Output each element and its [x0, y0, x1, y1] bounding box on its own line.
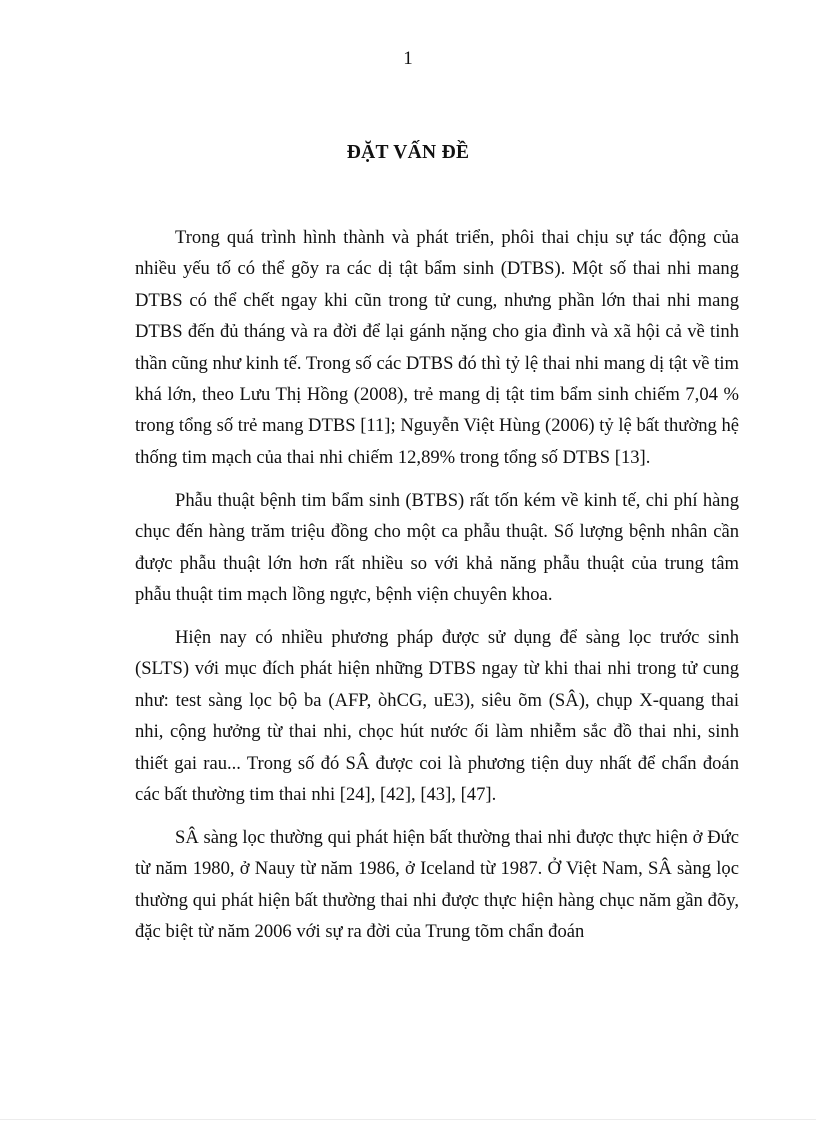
paragraph-4: SÂ sàng lọc thường qui phát hiện bất thường thai nhi được thực hiện ở Đức từ năm 1980, ở Nauy từ năm 1986, ở Iceland từ 1987. Ở Việt Nam, SÂ sàng lọc thường qui phát hiện bất thường thai nhi được thực hiện hàng chục năm gần đõy, đặc biệt từ năm 2006 với sự ra đời của Trung tõm chẩn đoán	[135, 826, 739, 943]
paragraph-3: Hiện nay có nhiều phương pháp được sử dụng để sàng lọc trước sinh (SLTS) với mục đích phát hiện những DTBS ngay từ khi thai nhi trong tử cung như: test sàng lọc bộ ba (AFP, òhCG, uE3), siêu õm (SÂ), chụp X-quang thai nhi, cộng hưởng từ thai nhi, chọc hút nước ối làm nhiễm sắc đồ thai nhi, sinh thiết gai rau... Trong số đó SÂ được coi là phương tiện duy nhất để chẩn đoán các bất thường tim thai nhi [24], [42], [43], [47].	[135, 626, 739, 805]
paragraph-2: Phẫu thuật bệnh tim bẩm sinh (BTBS) rất tốn kém về kinh tế, chi phí hàng chục đến hàng trăm triệu đồng cho một ca phẫu thuật. Số lượng bệnh nhân cần được phẫu thuật lớn hơn rất nhiều so với khả năng phẫu thuật của trung tâm phẫu thuật tim mạch lồng ngực, bệnh viện chuyên khoa.	[135, 489, 739, 605]
page-number: 1	[403, 48, 413, 69]
paragraph-1: Trong quá trình hình thành và phát triển, phôi thai chịu sự tác động của nhiều yếu tố có thể gõy ra các dị tật bẩm sinh (DTBS). Một số thai nhi mang DTBS có thể chết ngay khi cũn trong tử cung, nhưng phần lớn thai nhi mang DTBS đến đủ tháng và ra đời để lại gánh nặng cho gia đình và xã hội cả về tinh thần cũng như kinh tế. Trong số các DTBS đó thì tỷ lệ thai nhi mang dị tật về tim khá lớn, theo Lưu Thị Hồng (2008), trẻ mang dị tật tim bẩm sinh chiếm 7,04 % trong tổng số trẻ mang DTBS [11]; Nguyễn Việt Hùng (2006) tỷ lệ bất thường hệ thống tim mạch của thai nhi chiếm 12,89% trong tổng số DTBS [13].	[135, 227, 739, 468]
body-text	[135, 222, 739, 947]
page-bottom-divider	[0, 1119, 816, 1120]
page-title: ĐẶT VẤN ĐỀ	[346, 142, 470, 163]
